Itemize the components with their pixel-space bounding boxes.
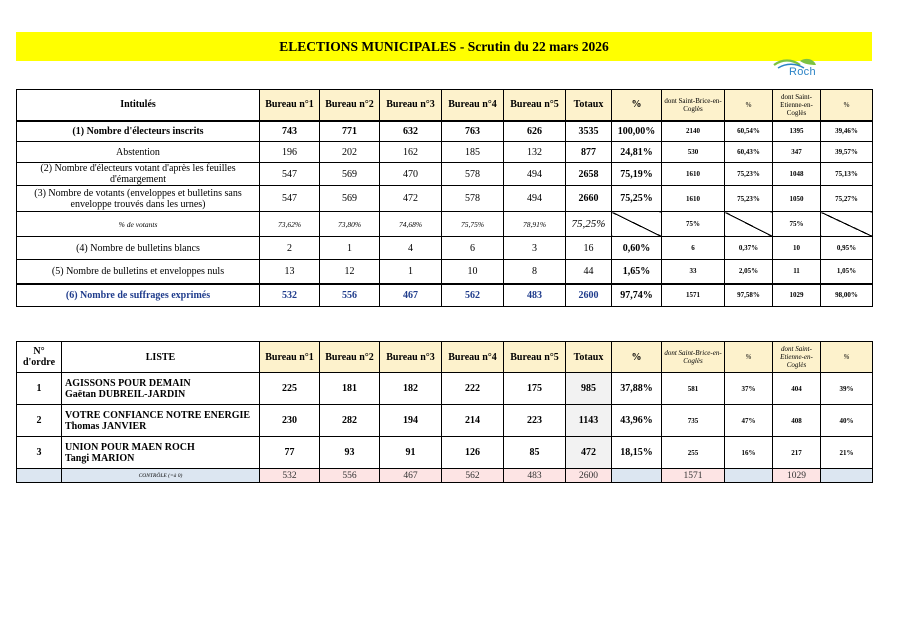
cell: 74,68% [380, 212, 442, 237]
cell: 1571 [662, 284, 725, 307]
cell: 1029 [773, 284, 821, 307]
cell: 91 [380, 437, 442, 469]
total-cell: 1143 [566, 405, 612, 437]
table-row-inscrits [17, 121, 873, 142]
total-cell: 44 [566, 260, 612, 284]
pct-cell: 100,00% [612, 121, 662, 142]
cell: 472 [380, 186, 442, 212]
cell: 1571 [662, 469, 725, 483]
cell: 97,58% [725, 284, 773, 307]
cell: 569 [320, 186, 380, 212]
cell: 494 [504, 186, 566, 212]
logo-text: Roch [789, 66, 816, 78]
cell: 578 [442, 186, 504, 212]
cell: 2 [260, 237, 320, 260]
cell: 632 [380, 121, 442, 142]
cell: 1050 [773, 186, 821, 212]
row-label: (5) Nombre de bulletins et enveloppes nuls [17, 260, 260, 284]
col-bureau-4: Bureau n°4 [442, 90, 504, 121]
pct-cell: 37,88% [612, 373, 662, 405]
cell: 6 [662, 237, 725, 260]
total-cell: 877 [566, 142, 612, 163]
cell: 581 [662, 373, 725, 405]
pct-cell: 24,81% [612, 142, 662, 163]
total-cell: 2600 [566, 469, 612, 483]
empty-cell [612, 469, 662, 483]
cell: 217 [773, 437, 821, 469]
cell: 230 [260, 405, 320, 437]
list-head: Tangi MARION [65, 452, 135, 464]
table-row-exprimes [17, 284, 873, 307]
cell: 75,13% [821, 163, 873, 186]
control-label: CONTRÔLE (=à 0) [62, 469, 260, 483]
cell: 1048 [773, 163, 821, 186]
cell: 1,05% [821, 260, 873, 284]
pct-cell: 0,60% [612, 237, 662, 260]
list-name-cell [62, 373, 260, 405]
cell: 196 [260, 142, 320, 163]
col-stetienne-pct: % [821, 342, 873, 373]
cell: 0,95% [821, 237, 873, 260]
lists-table [16, 341, 873, 483]
cell: 2,05% [725, 260, 773, 284]
col-stbrice-pct: % [725, 90, 773, 121]
cell: 467 [380, 469, 442, 483]
cell: 85 [504, 437, 566, 469]
cell: 467 [380, 284, 442, 307]
cell: 185 [442, 142, 504, 163]
cell: 73,80% [320, 212, 380, 237]
cell: 626 [504, 121, 566, 142]
cell: 77 [260, 437, 320, 469]
empty-cell [612, 212, 662, 237]
cell: 483 [504, 469, 566, 483]
list-num: 3 [17, 437, 62, 469]
list-head: Gaëtan DUBREIL-JARDIN [65, 388, 186, 400]
row-label: % de votants [17, 212, 260, 237]
row-label: (1) Nombre d'électeurs inscrits [17, 121, 260, 142]
cell: 194 [380, 405, 442, 437]
col-stetienne: dont Saint-Etienne-en-Coglès [773, 342, 821, 373]
table-row-emargement [17, 163, 873, 186]
cell: 98,00% [821, 284, 873, 307]
cell: 743 [260, 121, 320, 142]
cell: 2140 [662, 121, 725, 142]
col-stetienne: dont Saint-Etienne-en-Coglès [773, 90, 821, 121]
cell: 223 [504, 405, 566, 437]
turnout-table [16, 89, 873, 307]
table-row-pct-votants [17, 212, 873, 237]
col-liste: LISTE [62, 342, 260, 373]
cell: 547 [260, 186, 320, 212]
col-bureau-5: Bureau n°5 [504, 342, 566, 373]
cell: 8 [504, 260, 566, 284]
cell: 1 [320, 237, 380, 260]
cell: 39% [821, 373, 873, 405]
pct-cell: 75,25% [612, 186, 662, 212]
cell: 0,37% [725, 237, 773, 260]
cell: 40% [821, 405, 873, 437]
table-row-control [17, 469, 873, 483]
cell: 556 [320, 469, 380, 483]
list-num: 2 [17, 405, 62, 437]
table-row-blancs [17, 237, 873, 260]
col-totaux: Totaux [566, 90, 612, 121]
pct-cell: 43,96% [612, 405, 662, 437]
cell: 547 [260, 163, 320, 186]
total-cell: 472 [566, 437, 612, 469]
cell: 11 [773, 260, 821, 284]
col-bureau-3: Bureau n°3 [380, 342, 442, 373]
cell: 162 [380, 142, 442, 163]
table-row-abstention [17, 142, 873, 163]
row-label: (4) Nombre de bulletins blancs [17, 237, 260, 260]
col-stbrice-pct: % [725, 342, 773, 373]
cell: 530 [662, 142, 725, 163]
cell: 13 [260, 260, 320, 284]
cell: 60,43% [725, 142, 773, 163]
cell: 39,46% [821, 121, 873, 142]
cell: 494 [504, 163, 566, 186]
cell: 202 [320, 142, 380, 163]
cell: 47% [725, 405, 773, 437]
list-name: VOTRE CONFIANCE NOTRE ENERGIE [65, 409, 251, 421]
list-head: Thomas JANVIER [65, 420, 147, 432]
cell: 75,27% [821, 186, 873, 212]
cell: 347 [773, 142, 821, 163]
cell: 562 [442, 469, 504, 483]
table-row-votants [17, 186, 873, 212]
cell: 39,57% [821, 142, 873, 163]
page-title: ELECTIONS MUNICIPALES - Scrutin du 22 mars 2026 [16, 32, 872, 61]
cell: 470 [380, 163, 442, 186]
cell: 75,23% [725, 163, 773, 186]
col-bureau-2: Bureau n°2 [320, 342, 380, 373]
cell: 225 [260, 373, 320, 405]
cell: 735 [662, 405, 725, 437]
col-bureau-3: Bureau n°3 [380, 90, 442, 121]
list-name: UNION POUR MAEN ROCH [65, 441, 195, 453]
cell: 532 [260, 284, 320, 307]
cell: 75,75% [442, 212, 504, 237]
cell: 1395 [773, 121, 821, 142]
table-row-list-1 [17, 373, 873, 405]
table-row-nuls [17, 260, 873, 284]
pct-cell: 1,65% [612, 260, 662, 284]
list-name: AGISSONS POUR DEMAIN [65, 377, 191, 389]
col-stetienne-pct: % [821, 90, 873, 121]
cell: 16% [725, 437, 773, 469]
empty-cell [821, 469, 873, 483]
cell: 222 [442, 373, 504, 405]
total-cell: 16 [566, 237, 612, 260]
cell: 75% [662, 212, 725, 237]
row-label: (2) Nombre d'électeurs votant d'après les feuilles d'émargement [17, 163, 260, 186]
total-cell: 3535 [566, 121, 612, 142]
total-cell: 2658 [566, 163, 612, 186]
col-bureau-1: Bureau n°1 [260, 90, 320, 121]
empty-cell [725, 212, 773, 237]
col-totaux: Totaux [566, 342, 612, 373]
cell: 556 [320, 284, 380, 307]
row-label: (6) Nombre de suffrages exprimés [17, 284, 260, 307]
cell: 93 [320, 437, 380, 469]
empty-cell [821, 212, 873, 237]
total-cell: 985 [566, 373, 612, 405]
cell: 60,54% [725, 121, 773, 142]
cell: 282 [320, 405, 380, 437]
cell: 6 [442, 237, 504, 260]
cell: 73,62% [260, 212, 320, 237]
cell: 1610 [662, 186, 725, 212]
cell: 37% [725, 373, 773, 405]
cell: 1610 [662, 163, 725, 186]
cell: 33 [662, 260, 725, 284]
cell: 181 [320, 373, 380, 405]
pct-cell: 97,74% [612, 284, 662, 307]
cell: 483 [504, 284, 566, 307]
row-label: Abstention [17, 142, 260, 163]
cell: 771 [320, 121, 380, 142]
table-row-list-2 [17, 405, 873, 437]
cell: 404 [773, 373, 821, 405]
cell: 1 [380, 260, 442, 284]
cell: 255 [662, 437, 725, 469]
pct-cell: 75,19% [612, 163, 662, 186]
cell: 175 [504, 373, 566, 405]
col-bureau-2: Bureau n°2 [320, 90, 380, 121]
cell: 578 [442, 163, 504, 186]
cell: 569 [320, 163, 380, 186]
total-cell: 2600 [566, 284, 612, 307]
total-cell: 2660 [566, 186, 612, 212]
col-intitules: Intitulés [17, 90, 260, 121]
cell: 78,91% [504, 212, 566, 237]
cell: 10 [773, 237, 821, 260]
cell: 1029 [773, 469, 821, 483]
empty-cell [17, 469, 62, 483]
list-name-cell [62, 437, 260, 469]
col-num: N° d'ordre [17, 342, 62, 373]
cell: 132 [504, 142, 566, 163]
cell: 126 [442, 437, 504, 469]
col-pct: % [612, 90, 662, 121]
cell: 4 [380, 237, 442, 260]
cell: 182 [380, 373, 442, 405]
cell: 3 [504, 237, 566, 260]
list-name-cell [62, 405, 260, 437]
table-header-row [17, 342, 873, 373]
cell: 12 [320, 260, 380, 284]
col-bureau-4: Bureau n°4 [442, 342, 504, 373]
table-header-row [17, 90, 873, 121]
cell: 21% [821, 437, 873, 469]
col-stbrice: dont Saint-Brice-en-Coglès [662, 342, 725, 373]
list-num: 1 [17, 373, 62, 405]
cell: 763 [442, 121, 504, 142]
table-row-list-3 [17, 437, 873, 469]
cell: 10 [442, 260, 504, 284]
col-stbrice: dont Saint-Brice-en-Coglès [662, 90, 725, 121]
col-pct: % [612, 342, 662, 373]
cell: 408 [773, 405, 821, 437]
cell: 532 [260, 469, 320, 483]
cell: 75,23% [725, 186, 773, 212]
cell: 562 [442, 284, 504, 307]
cell: 75% [773, 212, 821, 237]
cell: 214 [442, 405, 504, 437]
empty-cell [725, 469, 773, 483]
row-label: (3) Nombre de votants (enveloppes et bulletins sans enveloppe trouvés dans les urnes) [17, 186, 260, 212]
col-bureau-5: Bureau n°5 [504, 90, 566, 121]
total-cell: 75,25% [566, 212, 612, 237]
pct-cell: 18,15% [612, 437, 662, 469]
col-bureau-1: Bureau n°1 [260, 342, 320, 373]
